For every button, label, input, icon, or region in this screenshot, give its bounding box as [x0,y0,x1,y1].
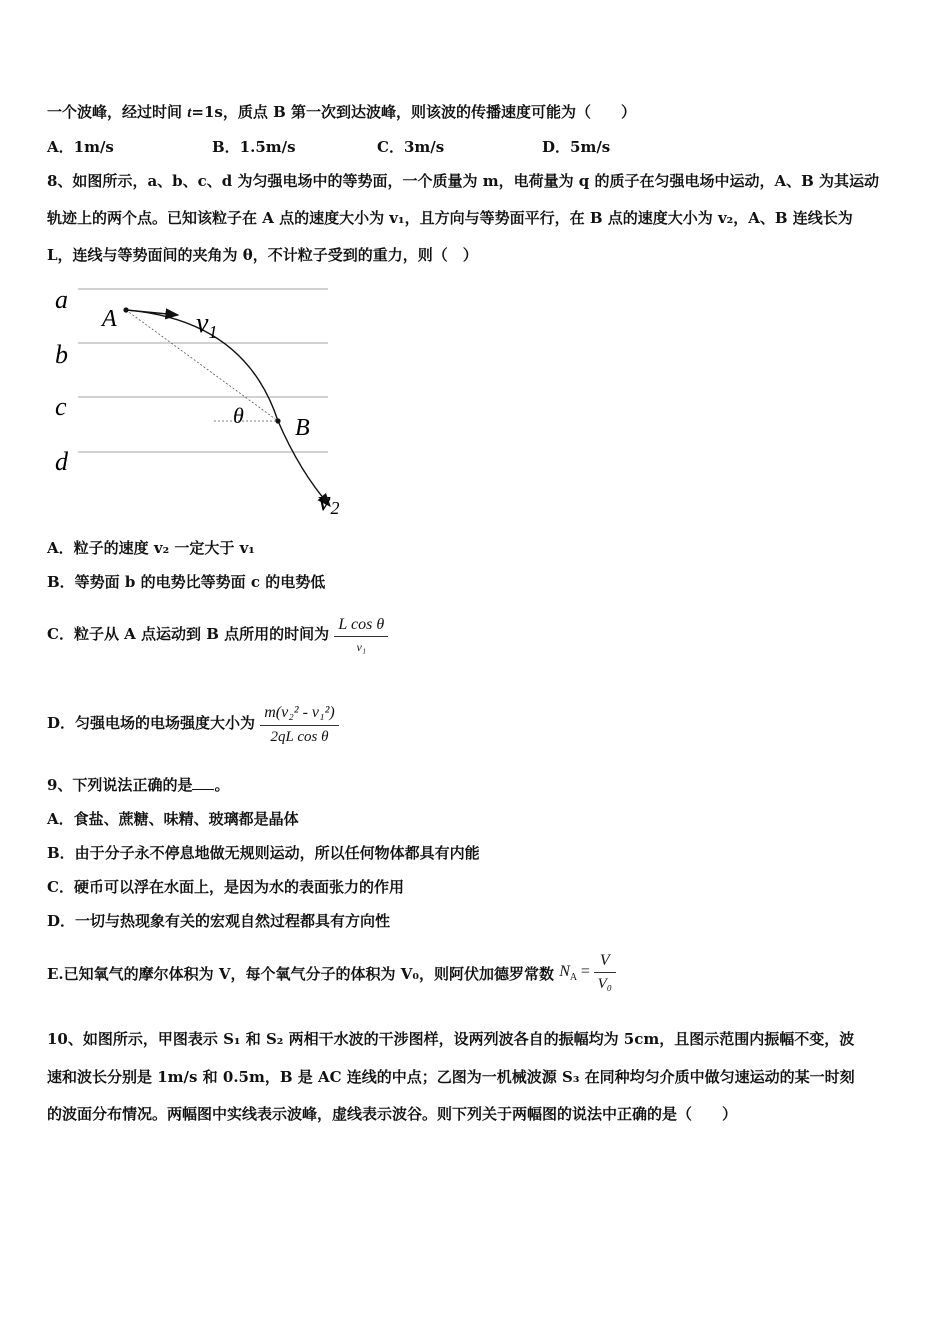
q8-option-d-numerator: m(v₂² - v₁²) [260,703,338,726]
q7-option-d[interactable]: D．5m/s [542,138,611,156]
q9-option-e[interactable] [47,942,616,1008]
v2-label: v2 [318,486,340,518]
q9-option-e-numerator: V [594,952,616,973]
q10-stem-line2: 速和波长分别是 1m/s 和 0.5m，B 是 AC 连线的中点；乙图为一机械波源 S₃ 在同种均匀介质中做匀速运动的某一时刻 [47,1068,855,1086]
q8-option-b[interactable]: B．等势面 b 的电势比等势面 c 的电势低 [47,573,326,591]
v1-label: $v_1$ [196,308,218,342]
angle-theta-label: θ [233,403,244,428]
q8-option-c-fraction [334,616,388,655]
q8-stem-line3: L，连线与等势面间的夹角为 θ，不计粒子受到的重力，则（ ） [47,246,478,264]
q9-stem-text: 9、下列说法正确的是 [47,776,193,794]
q9-option-d[interactable]: D．一切与热现象有关的宏观自然过程都具有方向性 [47,912,391,930]
q9-option-e-lhs-sub: A [569,972,578,983]
q9-stem [47,775,229,795]
point-b-label: B [295,415,310,441]
q10-stem-line3: 的波面分布情况。两幅图中实线表示波峰，虚线表示波谷。则下列关于两幅图的说法中正确的是（ ） [47,1105,738,1123]
q9-option-e-equals: = [580,963,590,980]
q9-stem-end: 。 [214,776,230,794]
q9-option-a[interactable]: A．食盐、蔗糖、味精、玻璃都是晶体 [47,810,299,828]
velocity-v1-arrow [126,310,178,315]
q7-stem-var-t: t [187,105,192,121]
trajectory-curve [126,310,330,506]
q8-stem-line1: 8、如图所示，a、b、c、d 为匀强电场中的等势面，一个质量为 m，电荷量为 q 的质子在匀强电场中运动，A、B 为其运动 [47,172,880,190]
q8-figure [50,280,350,520]
q7-stem-text-a: 一个波峰，经过时间 [47,103,188,121]
label-d: d [55,447,68,476]
q8-option-c-text: C．粒子从 A 点运动到 B 点所用的时间为 [47,625,330,643]
label-a: a [55,285,68,314]
point-b-dot [275,418,280,423]
q8-stem-line2: 轨迹上的两个点。已知该粒子在 A 点的速度大小为 v₁，且方向与等势面平行，在 B 点的速度大小为 v₂，A、B 连线长为 [47,209,853,227]
q8-option-d-fraction [260,703,338,746]
q7-stem-text-b: =1s，质点 B 第一次到达波峰，则该波的传播速度可能为（ ） [191,103,636,121]
q9-answer-blank[interactable] [192,775,214,790]
label-b: b [55,340,68,369]
q7-option-a[interactable]: A．1m/s [47,138,114,156]
point-a-dot [123,307,128,312]
q9-option-c[interactable]: C．硬币可以浮在水面上，是因为水的表面张力的作用 [47,878,404,896]
q8-option-a[interactable]: A．粒子的速度 v₂ 一定大于 v₁ [47,539,255,557]
q7-stem-tail [47,102,636,123]
q9-option-e-lhs: N [559,963,570,980]
q9-option-e-fraction [594,952,616,993]
point-a-label: A [102,306,117,332]
q9-option-e-denominator: V₀ [597,976,613,993]
q9-option-e-text: E.已知氧气的摩尔体积为 V，每个氧气分子的体积为 V₀，则阿伏加德罗常数 [47,965,554,983]
q8-option-c-numerator: L cos θ [334,616,388,637]
q9-option-e-formula [559,942,616,1008]
q8-option-d-denominator: 2qL cos θ [270,728,329,745]
q8-option-c-denominator: v₁ [356,639,367,654]
q8-option-c[interactable] [47,604,388,664]
q8-option-d-text: D．匀强电场的电场强度大小为 [47,714,256,732]
q8-option-d[interactable] [47,690,339,756]
q7-option-c[interactable]: C．3m/s [377,138,445,156]
label-c: c [55,392,67,421]
q9-option-b[interactable]: B．由于分子永不停息地做无规则运动，所以任何物体都具有内能 [47,844,480,862]
q7-option-b[interactable]: B．1.5m/s [212,138,296,156]
q10-stem-line1: 10、如图所示，甲图表示 S₁ 和 S₂ 两相干水波的干涉图样，设两列波各自的振幅均为 5cm，且图示范围内振幅不变，波 [47,1030,855,1048]
